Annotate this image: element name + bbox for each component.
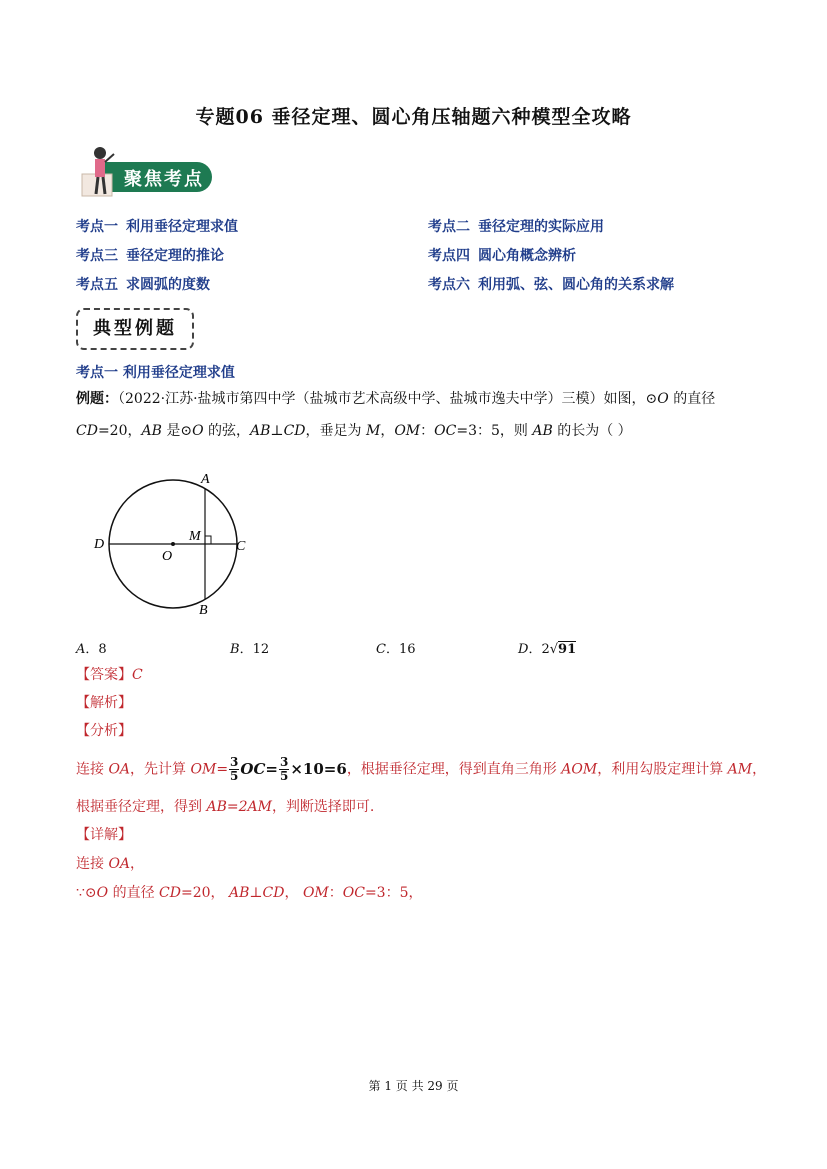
example-heading-box	[76, 308, 194, 350]
problem-line-2: CD=20，AB 是⊙O 的弦，AB⊥CD，垂足为 M，OM：OC=3：5，则 AB 的长为（ ）	[76, 423, 632, 439]
label-c: C	[236, 539, 246, 554]
toc-item-1: 考点一 利用垂径定理求值	[76, 219, 238, 235]
problem-line-1: 例题：（2022·江苏·盐城市第四中学（盐城市艺术高级中学、盐城市逸夫中学）三模）如图，⊙O 的直径	[76, 391, 716, 407]
toc-item-3: 考点三 垂径定理的推论	[76, 248, 224, 264]
toc-item-5: 考点五 求圆弧的度数	[76, 277, 210, 293]
label-d: D	[94, 537, 105, 552]
toc-item-2: 考点二 垂径定理的实际应用	[428, 219, 604, 235]
figure-icon	[76, 144, 120, 198]
label-m: M	[189, 529, 201, 544]
label-b: B	[199, 603, 208, 616]
option-b: B．12	[230, 642, 270, 657]
right-angle-mark	[205, 536, 211, 544]
section-heading: 考点一 利用垂径定理求值	[76, 365, 235, 381]
example-heading: 典型例题	[93, 318, 177, 339]
toc-item-4: 考点四 圆心角概念辨析	[428, 248, 576, 264]
toc-item-6: 考点六 利用弧、弦、圆心角的关系求解	[428, 277, 674, 293]
fenxi-label: 【分析】	[76, 723, 132, 739]
label-o: O	[162, 549, 173, 564]
answer-line: 【答案】C	[76, 667, 143, 683]
focus-points-badge	[72, 144, 214, 198]
option-d: D．2√91	[518, 642, 577, 657]
option-a: A．8	[76, 642, 107, 657]
detail-label: 【详解】	[76, 827, 132, 843]
detail-line-1: 连接 OA，	[76, 856, 145, 872]
page-footer: 第 1 页 共 29 页	[368, 1079, 459, 1093]
badge-label: 聚焦考点	[124, 169, 204, 190]
fenxi-line-2: 根据垂径定理，得到 AB=2AM，判断选择即可.	[76, 799, 375, 815]
page-title: 专题06 垂径定理、圆心角压轴题六种模型全攻略	[195, 106, 632, 128]
analysis-label: 【解析】	[76, 695, 132, 711]
fenxi-line-1: 连接 OA，先计算 OM= $\frac{3}{5}OC=$ $\frac{3}{5}\times 10=6$，根据垂径定理，得到直角三角形 AOM，利用勾股定理计算 AM，	[76, 755, 767, 783]
center-point	[171, 542, 175, 546]
option-c: C．16	[376, 642, 416, 657]
detail-line-2: ∵⊙O 的直径 CD=20， AB⊥CD， OM：OC=3：5，	[76, 885, 423, 901]
circle-figure	[88, 466, 258, 616]
label-a: A	[201, 472, 210, 487]
